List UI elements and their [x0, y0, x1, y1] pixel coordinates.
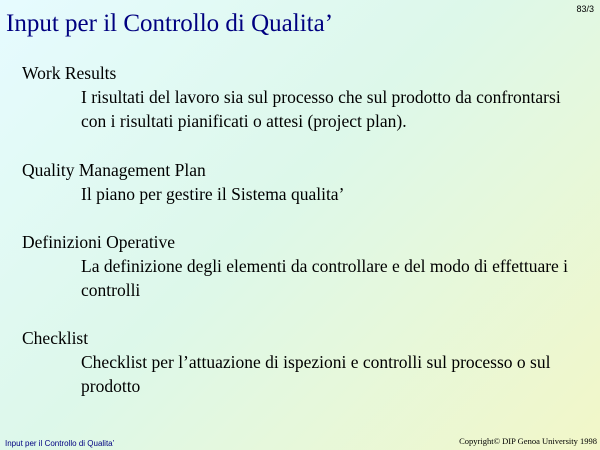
section-body: I risultati del lavoro sia sul processo che sul prodotto da confrontarsi con i risultati pianificati o attesi (project plan). [81, 87, 561, 131]
section-heading: Definizioni Operative [22, 232, 176, 252]
page-number: 83/3 [576, 4, 594, 14]
footer-title: Input per il Controllo di Qualita’ [5, 439, 115, 448]
section-heading: Checklist [22, 328, 89, 348]
section-body: Checklist per l’attuazione di ispezioni e controlli sul processo o sul prodotto [81, 352, 551, 396]
footer-copyright: Copyright© DIP Genoa University 1998 [459, 436, 597, 446]
section-heading: Quality Management Plan [22, 160, 206, 180]
section-definizioni-operative [22, 231, 592, 302]
section-quality-management-plan [22, 159, 592, 206]
section-work-results [22, 62, 592, 133]
section-body: Il piano per gestire il Sistema qualita’ [81, 184, 345, 204]
section-checklist [22, 327, 592, 398]
section-body: La definizione degli elementi da controllare e del modo di effettuare i controlli [81, 256, 569, 300]
slide-title: Input per il Controllo di Qualita’ [6, 10, 334, 37]
section-heading: Work Results [22, 63, 117, 83]
